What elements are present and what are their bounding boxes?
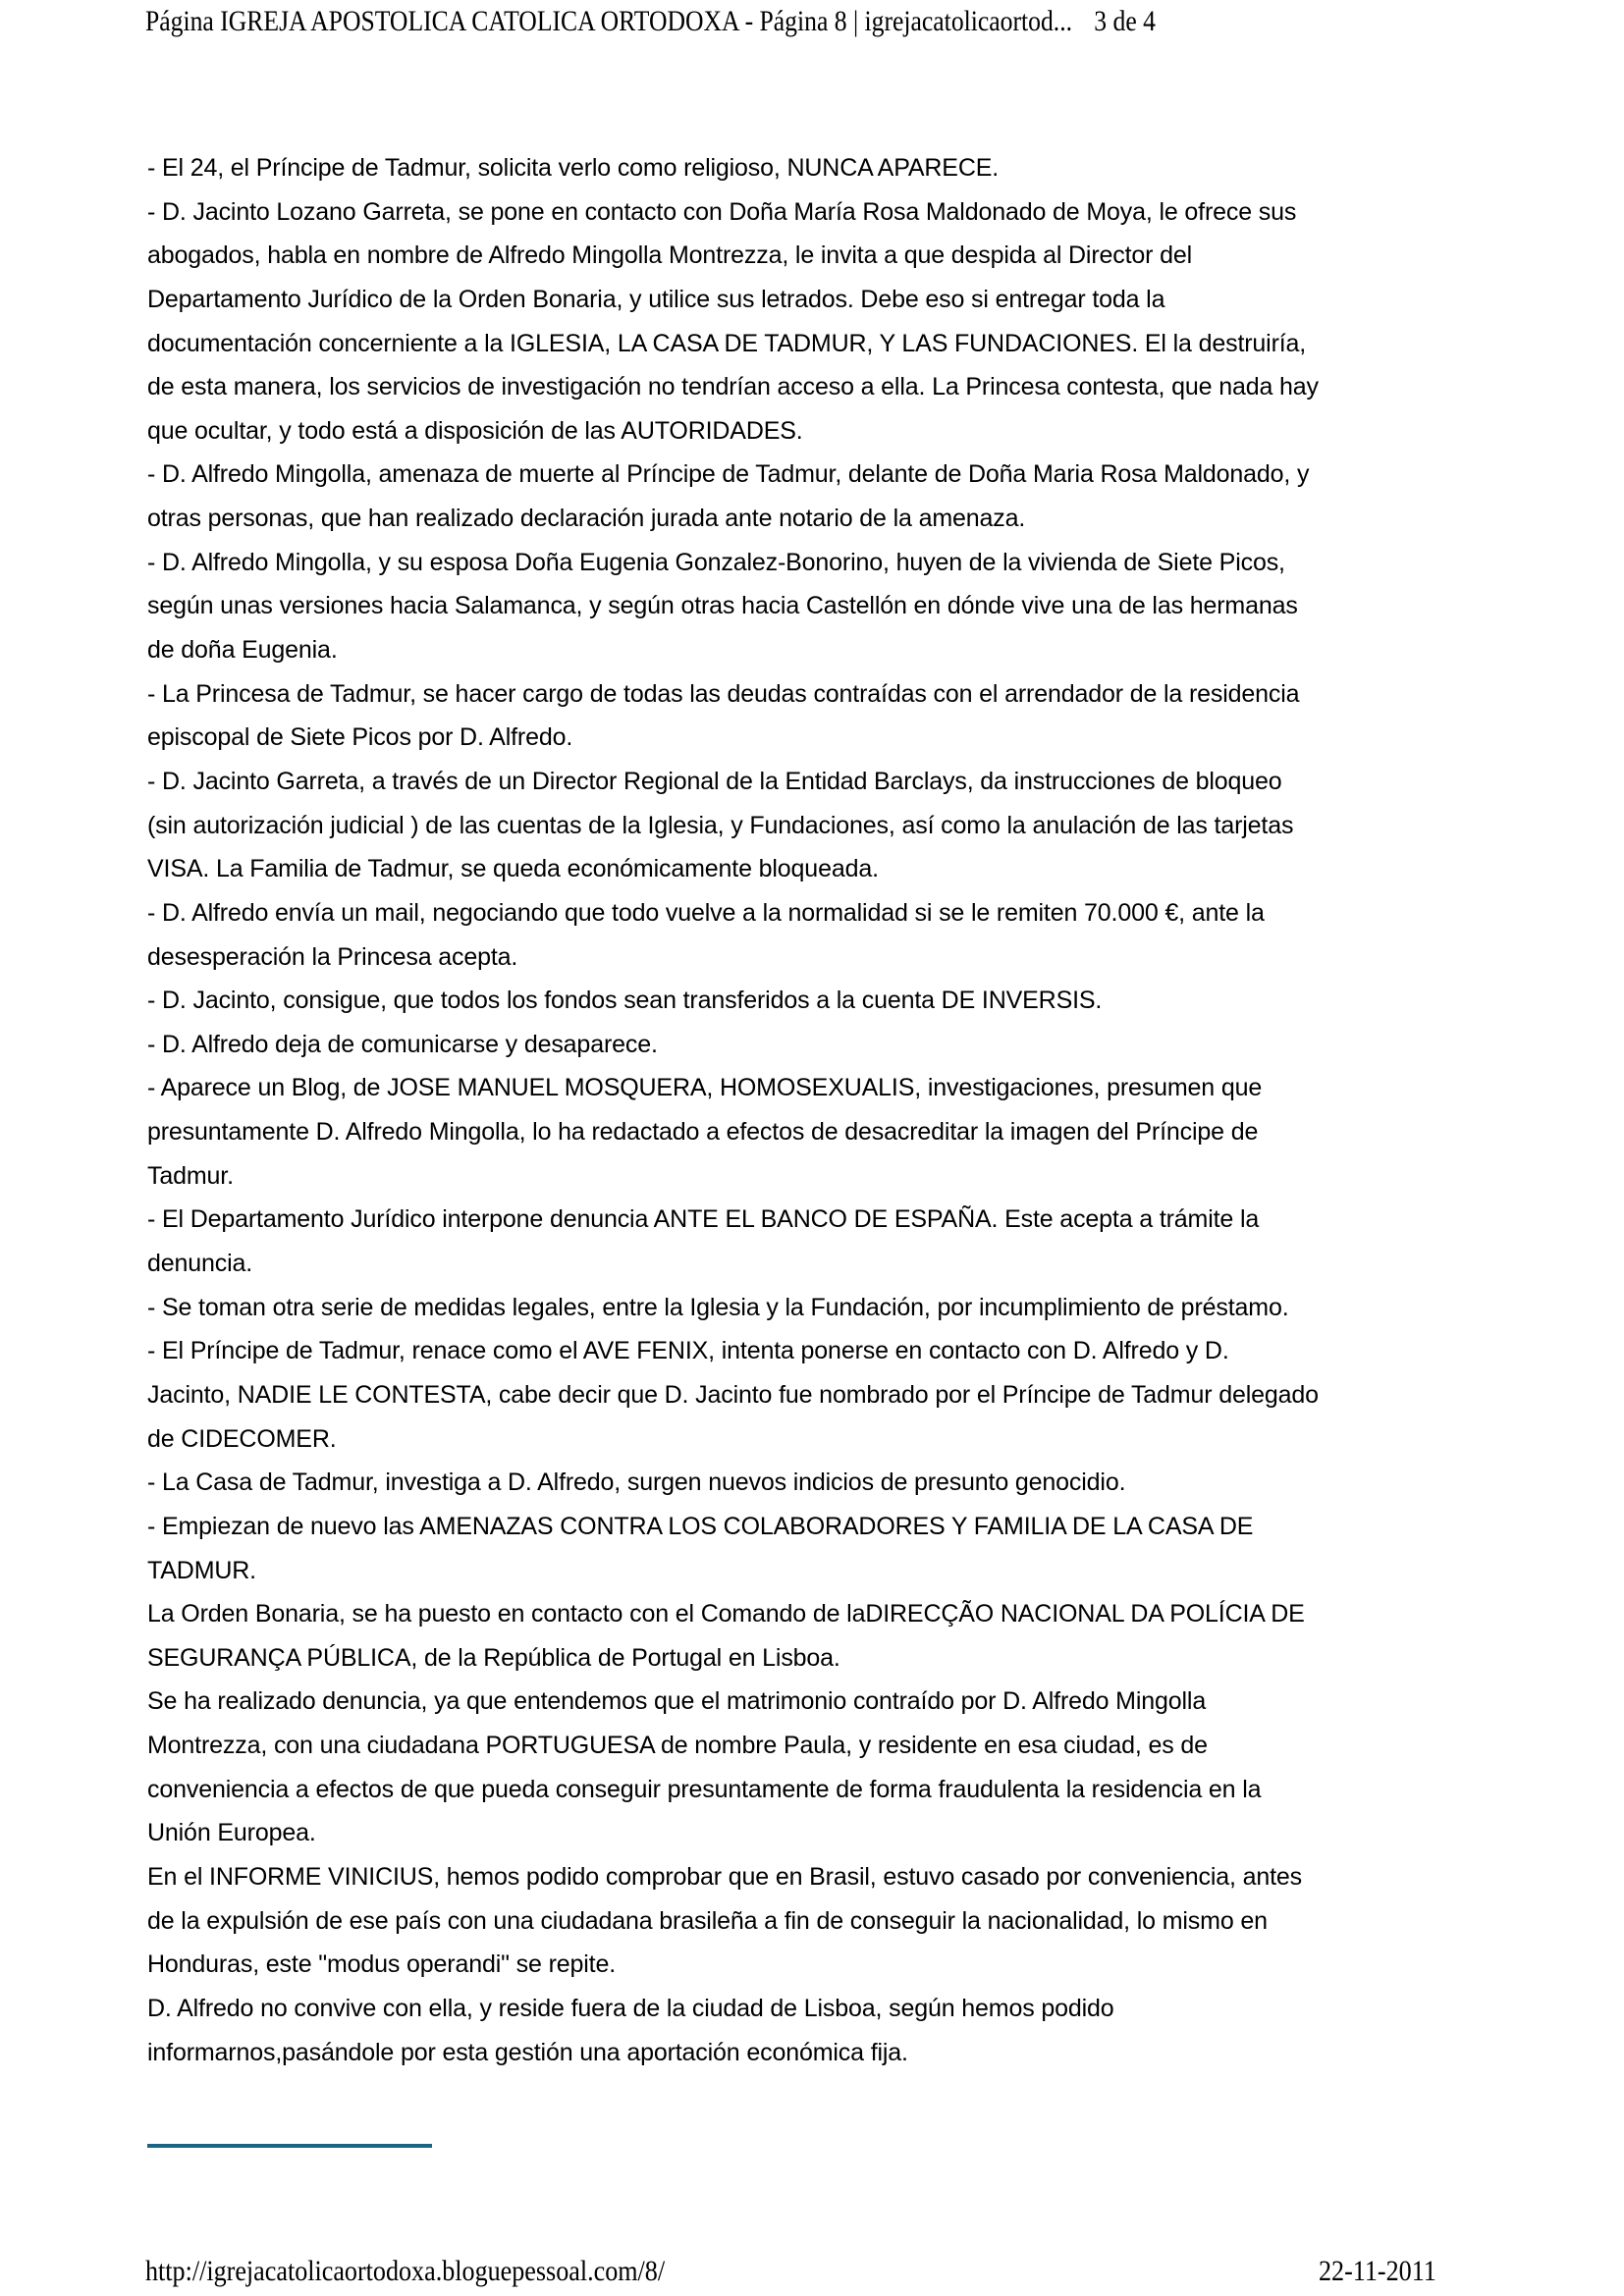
- text-line: - D. Jacinto, consigue, que todos los fondos sean transferidos a la cuenta DE INVERSIS.: [147, 987, 1103, 1015]
- text-line: D. Alfredo no convive con ella, y reside fuera de la ciudad de Lisboa, según hemos podido: [147, 1994, 1114, 2022]
- text-line: VISA. La Familia de Tadmur, se queda económicamente bloqueada.: [147, 855, 879, 883]
- text-line: Unión Europea.: [147, 1819, 316, 1847]
- text-line: desesperación la Princesa acepta.: [147, 942, 518, 971]
- text-line: Jacinto, NADIE LE CONTESTA, cabe decir que D. Jacinto fue nombrado por el Príncipe de Tadmur delegado: [147, 1380, 1319, 1409]
- text-line: presuntamente D. Alfredo Mingolla, lo ha redactado a efectos de desacreditar la imagen del Príncipe de: [147, 1118, 1259, 1147]
- text-line: - Aparece un Blog, de JOSE MANUEL MOSQUERA, HOMOSEXUALIS, investigaciones, presumen que: [147, 1074, 1263, 1102]
- text-line: conveniencia a efectos de que pueda conseguir presuntamente de forma fraudulenta la residencia en la: [147, 1775, 1262, 1803]
- text-line: que ocultar, y todo está a disposición de las AUTORIDADES.: [147, 416, 803, 445]
- text-line: SEGURANÇA PÚBLICA, de la República de Portugal en Lisboa.: [147, 1643, 840, 1672]
- text-line: episcopal de Siete Picos por D. Alfredo.: [147, 723, 573, 752]
- text-line: - Se toman otra serie de medidas legales, entre la Iglesia y la Fundación, por incumplimiento de préstamo.: [147, 1293, 1289, 1321]
- text-line: de CIDECOMER.: [147, 1424, 337, 1453]
- text-line: - D. Alfredo Mingolla, y su esposa Doña Eugenia Gonzalez-Bonorino, huyen de la vivienda de Siete Picos,: [147, 548, 1285, 576]
- text-line: (sin autorización judicial ) de las cuentas de la Iglesia, y Fundaciones, así como la anulación de las tarjetas: [147, 811, 1294, 839]
- text-line: abogados, habla en nombre de Alfredo Mingolla Montrezza, le invita a que despida al Director del: [147, 241, 1193, 270]
- text-line: En el INFORME VINICIUS, hemos podido comprobar que en Brasil, estuvo casado por conveniencia, antes: [147, 1862, 1303, 1891]
- text-line: - D. Jacinto Garreta, a través de un Director Regional de la Entidad Barclays, da instrucciones de bloqueo: [147, 767, 1282, 795]
- text-line: otras personas, que han realizado declaración jurada ante notario de la amenaza.: [147, 505, 1026, 533]
- text-line: denuncia.: [147, 1250, 253, 1278]
- text-line: - El Departamento Jurídico interpone denuncia ANTE EL BANCO DE ESPAÑA. Este acepta a trámite la: [147, 1205, 1260, 1234]
- text-line: Montrezza, con una ciudadana PORTUGUESA de nombre Paula, y residente en esa ciudad, es de: [147, 1732, 1208, 1760]
- footnote-separator: [147, 2144, 432, 2148]
- document-body: [147, 146, 1522, 2074]
- footer-date: 22-11-2011: [1319, 2255, 1436, 2287]
- text-line: documentación concerniente a la IGLESIA, LA CASA DE TADMUR, Y LAS FUNDACIONES. El la destruiría,: [147, 329, 1307, 357]
- text-line: - El 24, el Príncipe de Tadmur, solicita verlo como religioso, NUNCA APARECE.: [147, 154, 1000, 182]
- text-line: Honduras, este "modus operandi" se repite.: [147, 1950, 617, 1979]
- text-line: informarnos,pasándole por esta gestión una aportación económica fija.: [147, 2038, 908, 2066]
- text-line: - D. Alfredo envía un mail, negociando que todo vuelve a la normalidad si se le remiten 70.000 €, ante la: [147, 898, 1265, 927]
- text-line: Se ha realizado denuncia, ya que entendemos que el matrimonio contraído por D. Alfredo Mingolla: [147, 1687, 1207, 1716]
- text-line: Tadmur.: [147, 1161, 234, 1190]
- text-line: de esta manera, los servicios de investigación no tendrían acceso a ella. La Princesa contesta, que nada hay: [147, 373, 1319, 401]
- text-line: de doña Eugenia.: [147, 636, 338, 665]
- text-line: de la expulsión de ese país con una ciudadana brasileña a fin de conseguir la nacionalidad, lo mismo en: [147, 1906, 1268, 1935]
- page-header: [145, 4, 1287, 43]
- text-line: Departamento Jurídico de la Orden Bonaria, y utilice sus letrados. Debe eso si entregar toda la: [147, 285, 1165, 313]
- text-line: según unas versiones hacia Salamanca, y según otras hacia Castellón en dónde vive una de las hermanas: [147, 592, 1298, 620]
- text-line: TADMUR.: [147, 1556, 256, 1584]
- text-line: - La Casa de Tadmur, investiga a D. Alfredo, surgen nuevos indicios de presunto genocidio.: [147, 1468, 1126, 1497]
- page-title: Página IGREJA APOSTOLICA CATOLICA ORTODOXA - Página 8 | igrejacatolicaortod...: [145, 5, 1073, 37]
- text-line: La Orden Bonaria, se ha puesto en contacto con el Comando de laDIRECÇÃO NACIONAL DA POLÍCIA DE: [147, 1600, 1305, 1629]
- footer-url[interactable]: http://igrejacatolicaortodoxa.bloguepessoal.com/8/: [145, 2255, 666, 2287]
- text-line: - El Príncipe de Tadmur, renace como el AVE FENIX, intenta ponerse en contacto con D. Alfredo y D.: [147, 1337, 1229, 1365]
- text-line: - D. Alfredo Mingolla, amenaza de muerte al Príncipe de Tadmur, delante de Doña Maria Rosa Maldonado, y: [147, 460, 1310, 489]
- page-counter: 3 de 4: [1094, 5, 1156, 37]
- text-line: - D. Jacinto Lozano Garreta, se pone en contacto con Doña María Rosa Maldonado de Moya, le ofrece sus: [147, 197, 1297, 226]
- text-line: - Empiezan de nuevo las AMENAZAS CONTRA LOS COLABORADORES Y FAMILIA DE LA CASA DE: [147, 1512, 1254, 1540]
- text-line: - D. Alfredo deja de comunicarse y desaparece.: [147, 1030, 658, 1058]
- text-line: - La Princesa de Tadmur, se hacer cargo de todas las deudas contraídas con el arrendador de la residencia: [147, 679, 1300, 708]
